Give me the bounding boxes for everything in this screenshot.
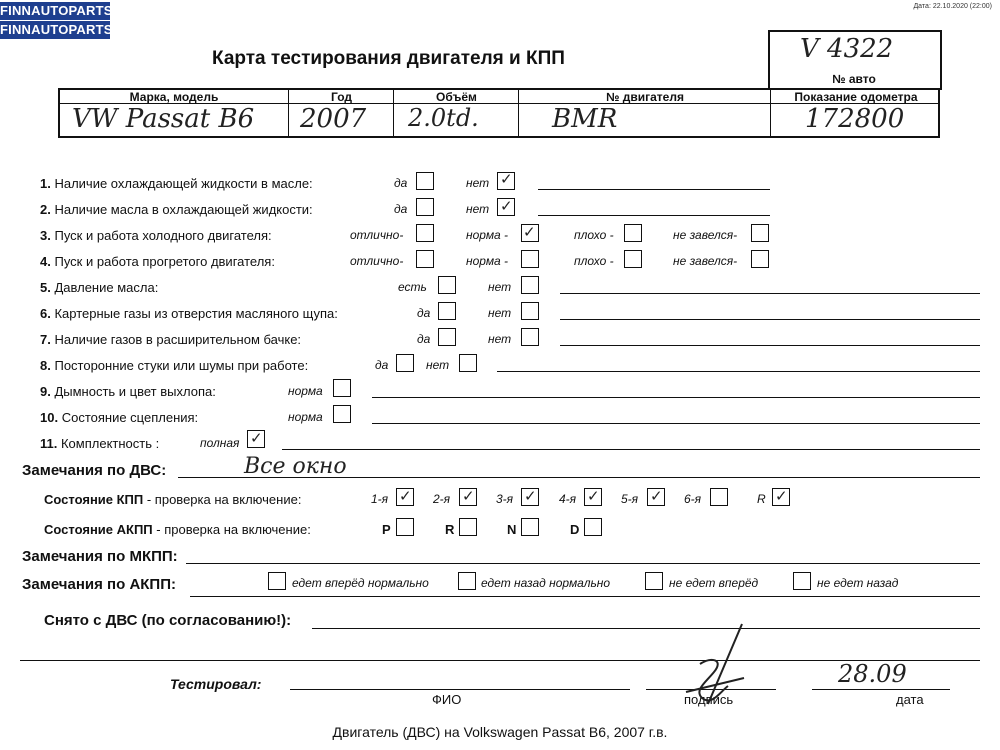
item-number: 3. [40,228,51,243]
akpp-label [44,522,311,537]
item-6 [40,306,338,321]
item-number: 8. [40,358,51,373]
print-date: Дата: 22.10.2020 (22:00) [913,3,992,10]
opt-ploho: плохо - [574,228,614,242]
gear-3-label: 3-я [496,492,514,506]
opt-norma: норма [288,384,323,398]
akpp-mode-d-label: D [570,522,580,537]
item-number: 11. [40,436,58,451]
date-line [812,689,950,690]
odometer-value: 172800 [805,104,905,134]
checkbox-akpp-backward-ok[interactable] [458,572,476,590]
engine-no-value: BMR [552,104,618,134]
answer-line [372,423,980,424]
check-mark-icon: ✓ [500,197,513,215]
akpp-forward-ok-label: едет вперёд нормально [292,576,429,590]
opt-ploho: плохо - [574,254,614,268]
checkbox-norma[interactable] [521,250,539,268]
check-mark-icon: ✓ [775,487,788,505]
item-10 [40,410,198,425]
item-number: 1. [40,176,51,191]
notes-dvs-label: Замечания по ДВС: [22,462,167,479]
opt-da: да [394,176,408,190]
item-number: 5. [40,280,51,295]
gear-r-label: R [757,492,766,506]
page-title: Карта тестирования двигателя и КПП [212,48,565,69]
opt-est: есть [398,280,427,294]
opt-da: да [417,332,431,346]
opt-norma: норма - [466,254,509,268]
checkbox-akpp-n[interactable] [521,518,539,536]
date-value: 28.09 [838,660,907,688]
notes-akpp-label: Замечания по АКПП: [22,576,176,593]
item-label: Пуск и работа холодного двигателя: [54,228,272,243]
opt-net: нет [426,358,450,372]
item-number: 2. [40,202,51,217]
item-number: 10. [40,410,59,425]
checkbox-est[interactable] [438,276,456,294]
checkbox-da[interactable] [438,328,456,346]
kpp-label-bold: Состояние КПП [44,492,144,507]
answer-line [560,319,980,320]
gear-1-label: 1-я [371,492,389,506]
year-value: 2007 [300,104,367,134]
item-3 [40,228,272,243]
akpp-no-forward-label: не едет вперёд [669,576,759,590]
opt-otlichno: отлично- [350,254,404,268]
auto-number-label: № авто [832,72,876,86]
item-number: 4. [40,254,51,269]
checkbox-akpp-forward-ok[interactable] [268,572,286,590]
check-mark-icon: ✓ [650,487,663,505]
answer-line [20,660,980,661]
item-number: 7. [40,332,51,347]
fio-caption: ФИО [432,692,462,707]
checkbox-akpp-p[interactable] [396,518,414,536]
gear-4-label: 4-я [559,492,577,506]
answer-line [497,371,980,372]
checkbox-norma[interactable] [333,379,351,397]
item-number: 6. [40,306,51,321]
date-caption: дата [896,692,924,707]
check-mark-icon: ✓ [523,223,536,241]
checkbox-ne-zavelsya[interactable] [751,224,769,242]
item-label: Пуск и работа прогретого двигателя: [54,254,275,269]
item-label: Наличие масла в охлаждающей жидкости: [54,202,313,217]
item-label: Дымность и цвет выхлопа: [54,384,216,399]
akpp-label-rest: - проверка на включение: [152,522,311,537]
opt-net: нет [488,280,512,294]
opt-da: да [375,358,389,372]
checkbox-ploho[interactable] [624,250,642,268]
opt-ne-zavelsya: не завелся- [673,254,738,268]
answer-line [538,189,770,190]
item-label: Состояние сцепления: [61,410,199,425]
checkbox-akpp-r[interactable] [459,518,477,536]
opt-net: нет [488,332,512,346]
watermark-logo-2: FINNAUTOPARTS [0,22,113,37]
opt-norma: норма - [466,228,509,242]
checkbox-ne-zavelsya[interactable] [751,250,769,268]
item-label: Комплектность : [60,436,160,451]
check-mark-icon: ✓ [250,429,263,447]
image-caption: Двигатель (ДВС) на Volkswagen Passat B6, 2007 г.в. [332,724,668,740]
col-header-brand: Марка, модель [129,90,219,104]
col-header-engine-no: № двигателя [606,90,684,104]
check-mark-icon: ✓ [500,170,513,188]
col-header-odometer: Показание одометра [794,90,918,104]
checkbox-net[interactable] [521,302,539,320]
checkbox-akpp-no-forward[interactable] [645,572,663,590]
notes-mkpp-label: Замечания по МКПП: [22,548,178,565]
item-label: Наличие охлаждающей жидкости в масле: [54,176,313,191]
kpp-label-rest: - проверка на включение: [143,492,302,507]
gear-6-label: 6-я [684,492,702,506]
checkbox-akpp-d[interactable] [584,518,602,536]
answer-line [190,596,980,597]
item-7 [40,332,301,347]
notes-dvs-value: Все окно [244,454,347,479]
fio-line [290,689,630,690]
opt-net: нет [488,306,512,320]
kpp-label [44,492,301,507]
checkbox-norma[interactable] [333,405,351,423]
checkbox-ploho[interactable] [624,224,642,242]
checkbox-otlichno[interactable] [416,224,434,242]
opt-net: нет [466,202,490,216]
col-divider [288,88,289,138]
answer-line [282,449,980,450]
check-mark-icon: ✓ [399,487,412,505]
col-divider [393,88,394,138]
opt-da: да [394,202,408,216]
opt-net: нет [466,176,490,190]
item-label: Наличие газов в расширительном бачке: [54,332,302,347]
col-header-year: Год [331,90,352,104]
col-header-volume: Объём [436,90,477,104]
auto-number-value: V 4322 [800,34,894,64]
item-9 [40,384,216,399]
item-11 [40,436,159,451]
checkbox-da[interactable] [438,302,456,320]
akpp-label-bold: Состояние АКПП [44,522,153,537]
akpp-no-backward-label: не едет назад [817,576,899,590]
item-label: Давление масла: [54,280,159,295]
checkbox-gear-6[interactable] [710,488,728,506]
volume-value: 2.0td. [408,104,479,132]
answer-line [178,477,980,478]
checkbox-net[interactable] [521,328,539,346]
checkbox-da[interactable] [416,198,434,216]
signature-scribble-icon [668,620,758,710]
item-1 [40,176,313,191]
item-4 [40,254,275,269]
tested-by-label: Тестировал: [170,676,262,692]
checkbox-net[interactable] [521,276,539,294]
item-label: Посторонние стуки или шумы при работе: [54,358,309,373]
akpp-mode-n-label: N [507,522,517,537]
checkbox-akpp-no-backward[interactable] [793,572,811,590]
col-divider [518,88,519,138]
checkbox-da[interactable] [416,172,434,190]
col-divider [770,88,771,138]
watermark-logo: FINNAUTOPARTS [0,3,113,18]
opt-polnaya: полная [200,436,240,450]
signature-caption: подпись [684,692,734,707]
check-mark-icon: ✓ [524,487,537,505]
item-number: 9. [40,384,51,399]
answer-line [186,563,980,564]
akpp-backward-ok-label: едет назад нормально [481,576,611,590]
item-8 [40,358,308,373]
check-mark-icon: ✓ [462,487,475,505]
brand-value: VW Passat B6 [72,104,255,134]
akpp-mode-r-label: R [445,522,455,537]
check-mark-icon: ✓ [587,487,600,505]
answer-line [560,293,980,294]
opt-otlichno: отлично- [350,228,404,242]
answer-line [312,628,980,629]
checkbox-otlichno[interactable] [416,250,434,268]
answer-line [538,215,770,216]
removed-label: Снято с ДВС (по согласованию!): [44,612,292,629]
opt-ne-zavelsya: не завелся- [673,228,738,242]
answer-line [372,397,980,398]
answer-line [560,345,980,346]
checkbox-net[interactable] [459,354,477,372]
gear-5-label: 5-я [621,492,639,506]
item-2 [40,202,313,217]
opt-da: да [417,306,431,320]
item-5 [40,280,158,295]
checkbox-da[interactable] [396,354,414,372]
item-label: Картерные газы из отверстия масляного щупа: [54,306,338,321]
opt-norma: норма [288,410,323,424]
gear-2-label: 2-я [433,492,451,506]
akpp-mode-p-label: P [382,522,391,537]
